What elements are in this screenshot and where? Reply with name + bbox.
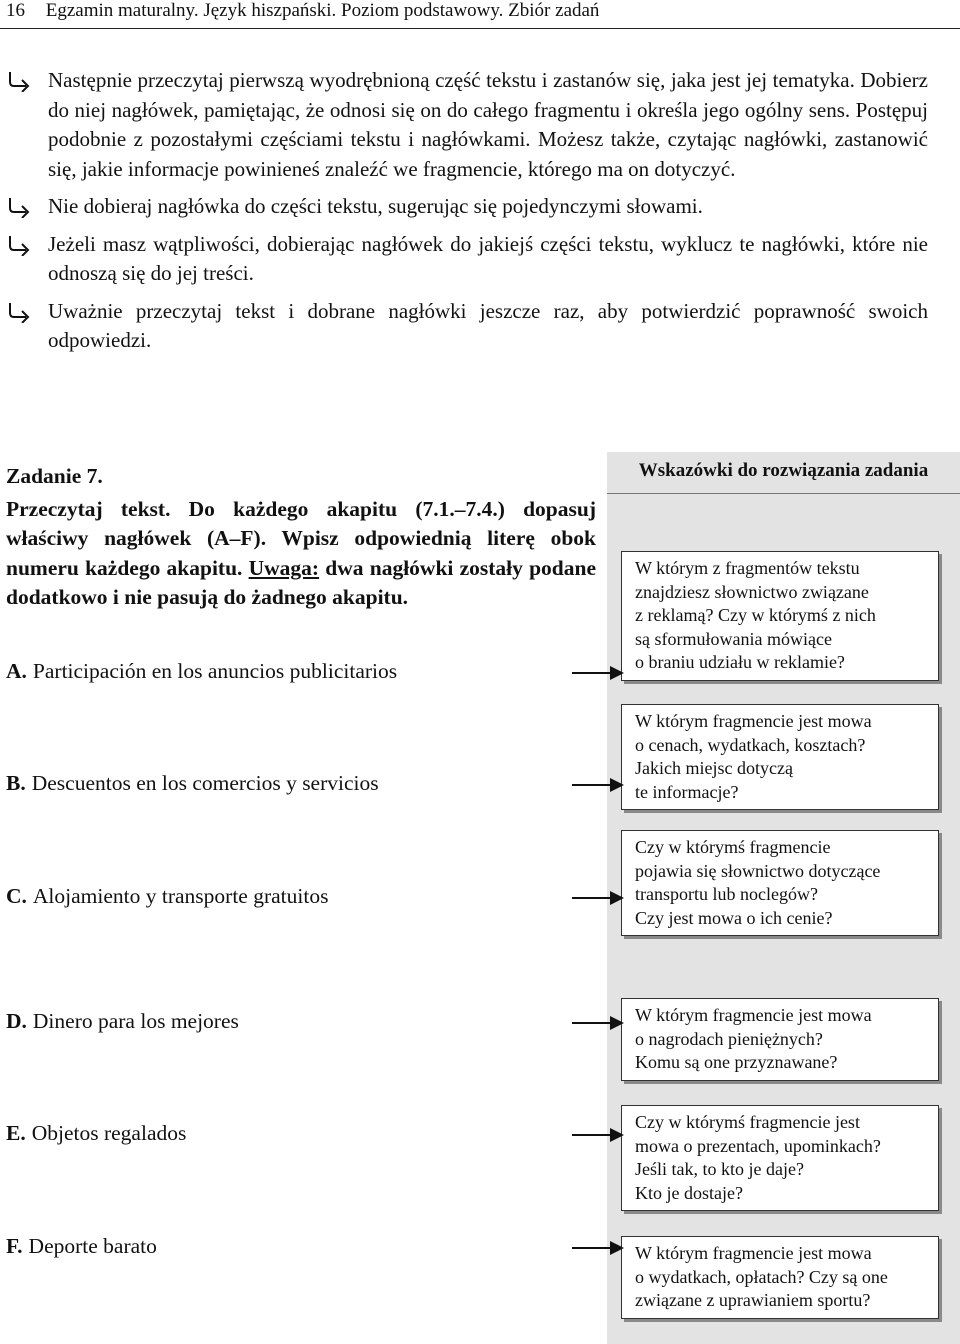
connector-arrow-icon: [572, 1125, 624, 1145]
hints-panel-divider: [607, 493, 960, 494]
instruction-item: Nie dobieraj nagłówka do części tekstu, sugerując się pojedynczymi słowami.: [0, 192, 960, 222]
connector-arrow-icon: [572, 1238, 624, 1258]
heading-option-b: B. Descuentos en los comercios y servicios: [6, 771, 379, 795]
hook-arrow-icon: [4, 68, 32, 92]
instruction-item: Następnie przeczytaj pierwszą wyodrębnioną część tekstu i zastanów się, jaka jest jej tematyka. Dobierz do niej nagłówek, pamiętając, że odnosi się on do całego fragmentu i określa jego ogólny sens. Postępuj podobnie z pozostałymi częściami tekstu i nagłówkami. Możesz także, czytając nagłówki, zastanowić się, jakie informacje powinieneś znaleźć we fragmencie, którego ma on dotyczyć.: [0, 66, 960, 184]
hook-arrow-icon: [4, 194, 32, 218]
hint-box-b: W którym fragmencie jest mowa o cenach, wydatkach, kosztach? Jakich miejsc dotyczą te informacje?: [621, 704, 939, 810]
connector-arrow-icon: [572, 663, 624, 683]
connector-arrow-icon: [572, 888, 624, 908]
hook-arrow-icon: [4, 232, 32, 256]
hint-box-f: W którym fragmencie jest mowa o wydatkach, opłatach? Czy są one związane z uprawianiem sportu?: [621, 1236, 939, 1319]
task-instructions: [6, 462, 596, 613]
hook-arrow-icon: [4, 299, 32, 323]
heading-option-f: F. Deporte barato: [6, 1234, 157, 1258]
header-divider: [0, 28, 960, 29]
task-note-label: Uwaga:: [248, 555, 320, 580]
running-title: Egzamin maturalny. Język hiszpański. Poziom podstawowy. Zbiór zadań: [45, 0, 600, 21]
instruction-list: [0, 66, 960, 364]
hint-box-d: W którym fragmencie jest mowa o nagrodach pieniężnych? Komu są one przyznawane?: [621, 998, 939, 1081]
instruction-item: Jeżeli masz wątpliwości, dobierając nagłówek do jakiejś części tekstu, wyklucz te nagłówki, które nie odnoszą się do jej treści.: [0, 230, 960, 289]
hint-box-e: Czy w którymś fragmencie jest mowa o prezentach, upominkach? Jeśli tak, to kto je daje? Kto je dostaje?: [621, 1105, 939, 1211]
task-text: Przeczytaj tekst. Do każdego akapitu (7.1.–7.4.) dopasuj właściwy nagłówek (A–F). Wpisz odpowiednią literę obok numeru każdego akapitu.: [6, 496, 596, 580]
heading-option-c: C. Alojamiento y transporte gratuitos: [6, 884, 329, 908]
hint-box-a: W którym z fragmentów tekstu znajdziesz słownictwo związane z reklamą? Czy w którymś z nich są sformułowania mówiące o braniu udziału w reklamie?: [621, 551, 939, 681]
heading-option-d: D. Dinero para los mejores: [6, 1009, 239, 1033]
hint-box-c: Czy w którymś fragmencie pojawia się słownictwo dotyczące transportu lub noclegów? Czy jest mowa o ich cenie?: [621, 830, 939, 936]
page-number: 16: [6, 0, 25, 21]
heading-option-e: E. Objetos regalados: [6, 1121, 187, 1145]
task-title: Zadanie 7.: [6, 464, 103, 488]
hints-panel-title: Wskazówki do rozwiązania zadania: [638, 460, 929, 481]
connector-arrow-icon: [572, 1013, 624, 1033]
task-note-text: dwa nagłówki zostały podane dodatkowo i nie pasują do żadnego akapitu.: [6, 555, 596, 609]
heading-option-a: A. Participación en los anuncios publicitarios: [6, 659, 398, 683]
connector-arrow-icon: [572, 775, 624, 795]
page-header: [6, 0, 599, 22]
instruction-item: Uważnie przeczytaj tekst i dobrane nagłówki jeszcze raz, aby potwierdzić poprawność swoich odpowiedzi.: [0, 297, 960, 356]
